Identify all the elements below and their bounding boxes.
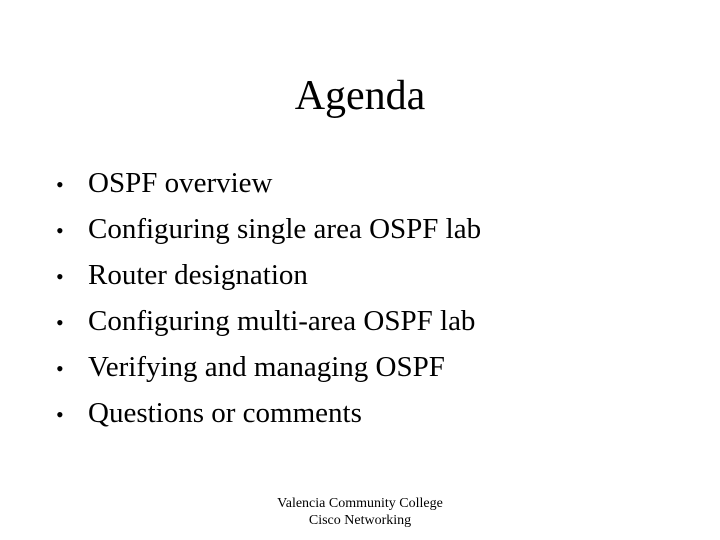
slide-footer: [0, 495, 720, 529]
list-item: [56, 160, 481, 206]
list-item: [56, 344, 481, 390]
bullet-text: Configuring single area OSPF lab: [88, 213, 482, 245]
list-item: [56, 206, 481, 252]
footer-line-program: Cisco Networking: [308, 513, 412, 528]
bullet-marker: •: [56, 218, 64, 243]
bullet-marker: •: [56, 402, 64, 427]
list-item: [56, 298, 481, 344]
bullet-text: OSPF overview: [88, 167, 273, 199]
bullet-text: Router designation: [88, 259, 308, 291]
bullet-marker: •: [56, 172, 64, 197]
slide-title: Agenda: [294, 73, 426, 119]
list-item: [56, 252, 481, 298]
list-item: [56, 390, 481, 436]
footer-line-institution: Valencia Community College: [277, 496, 443, 511]
bullet-text: Questions or comments: [88, 397, 362, 429]
bullet-marker: •: [56, 264, 64, 289]
bullet-marker: •: [56, 356, 64, 381]
bullet-text: Verifying and managing OSPF: [88, 351, 445, 383]
bullet-marker: •: [56, 310, 64, 335]
bullet-list: [56, 160, 481, 436]
bullet-text: Configuring multi-area OSPF lab: [88, 305, 476, 337]
